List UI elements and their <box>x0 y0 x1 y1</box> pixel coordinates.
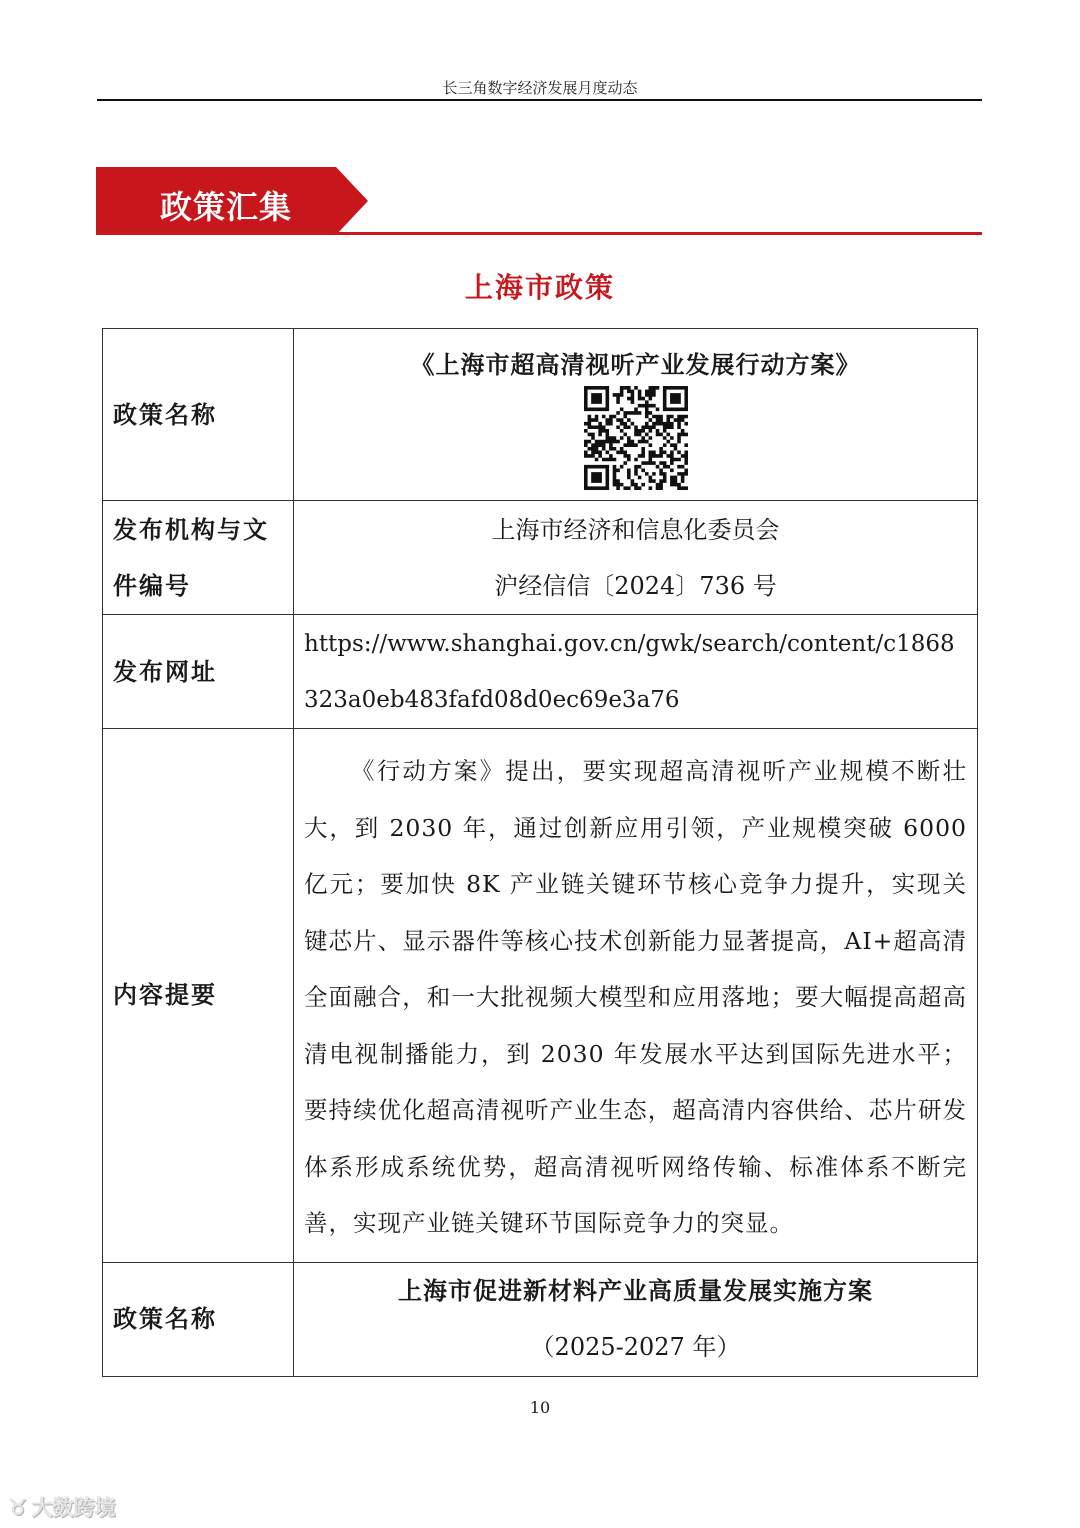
publisher-org: 上海市经济和信息化委员会 <box>491 515 780 544</box>
table-row <box>103 329 978 501</box>
table-row <box>103 1262 978 1376</box>
summary-text: 《行动方案》提出，要实现超高清视听产业规模不断壮大，到 2030 年，通过创新应用引领，产业规模突破 6000 亿元；要加快 8K 产业链关键环节核心竞争力提升，实现关键芯片、显示器件等核心技术创新能力显著提高，AI+超高清全面融合，和一大批视频大模型和应用落地；要大幅提高超高清电视制播能力，到 2030 年发展水平达到国际先进水平；要持续优化超高清视听产业生态，超高清内容供给、芯片研发体系形成系统优势，超高清视听网络传输、标准体系不断完善，实现产业链关键环节国际竞争力的突显。 <box>304 757 967 1237</box>
label-summary: 内容提要 <box>103 729 294 1263</box>
label-url: 发布网址 <box>103 615 294 729</box>
watermark-logo-icon: ♉ <box>8 1496 28 1521</box>
policy-title: 《上海市超高清视听产业发展行动方案》 <box>410 350 861 379</box>
table-row <box>103 501 978 615</box>
watermark <box>8 1492 116 1522</box>
page-number: 10 <box>529 1398 551 1417</box>
publish-url-link[interactable]: https://www.shanghai.gov.cn/gwk/search/content/c1868323a0eb483fafd08d0ec69e3a76 <box>304 630 955 713</box>
label-policy-name: 政策名称 <box>103 329 294 501</box>
qr-code-icon[interactable] <box>584 386 688 490</box>
watermark-text: 大数跨境 <box>31 1496 116 1520</box>
cell-summary <box>294 729 978 1263</box>
policy-title-2: 上海市促进新材料产业高质量发展实施方案 <box>398 1276 873 1305</box>
section-banner-rule <box>96 232 982 235</box>
cell-policy-name <box>294 329 978 501</box>
cell-publisher <box>294 501 978 615</box>
label-policy-name-2: 政策名称 <box>103 1262 294 1376</box>
header-rule <box>97 99 982 101</box>
table-row <box>103 615 978 729</box>
section-banner-title: 政策汇集 <box>160 188 293 226</box>
region-title: 上海市政策 <box>464 271 615 304</box>
table-row <box>103 729 978 1263</box>
cell-policy-name-2 <box>294 1262 978 1376</box>
policy-subtitle-2: （2025-2027 年） <box>530 1333 741 1361</box>
running-header: 长三角数字经济发展月度动态 <box>442 79 638 97</box>
cell-url <box>294 615 978 729</box>
label-publisher: 发布机构与文件编号 <box>103 501 294 615</box>
document-number: 沪经信信〔2024〕736 号 <box>494 571 777 600</box>
policy-table <box>102 328 978 1377</box>
